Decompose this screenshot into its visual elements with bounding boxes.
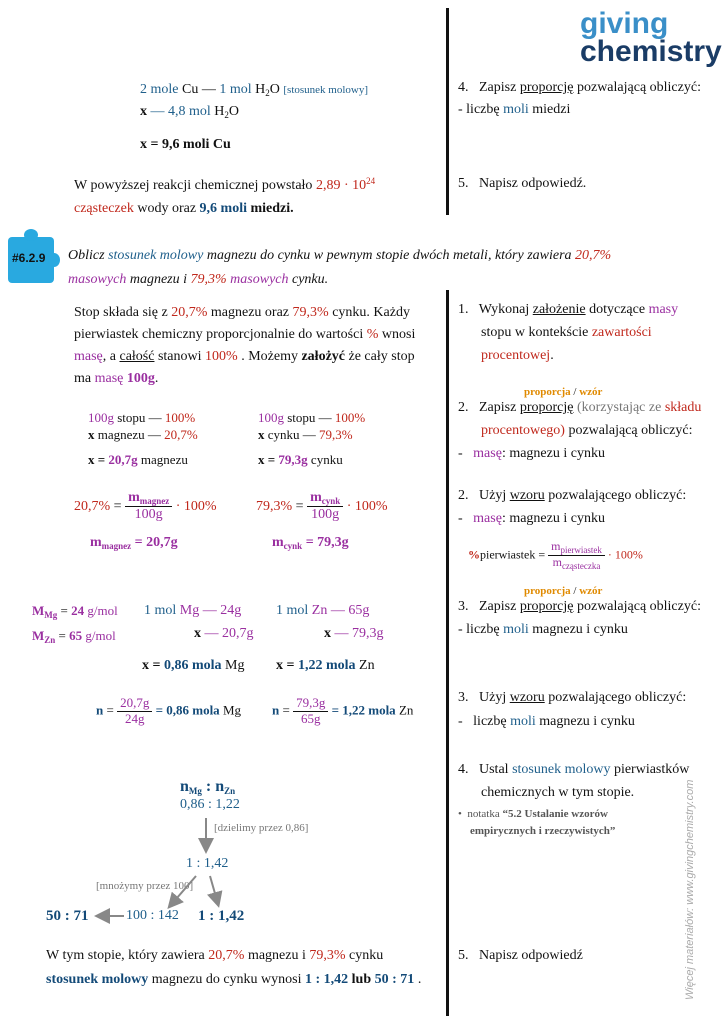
top-step-5: 5. Napisz odpowiedź.: [458, 176, 587, 191]
task-id: #6.2.9: [12, 251, 46, 265]
step-5: 5. Napisz odpowiedź: [458, 948, 583, 963]
mg-mol-line-2: x — 20,7g: [194, 626, 254, 641]
step-4-note-line-2: empirycznych i rzeczywistych”: [470, 825, 616, 837]
step-2b: 2. Użyj wzoru pozwalającego obliczyć:: [458, 488, 687, 503]
watermark: Więcej materiałów: www.givingchemistry.com: [684, 779, 696, 1000]
mg-percent-formula: 20,7% = $\frac{m_{magnez}}{100g}$ · 100%: [74, 490, 217, 523]
arrow-multiply: [170, 876, 196, 906]
molar-mass-mg: $M_{Mg} = 24$ g/mol: [32, 603, 118, 620]
top-result: x = 9,6 moli Cu: [140, 137, 231, 152]
zn-percent-formula: 79,3% = $\frac{m_{cynk}}{100g}$ · 100%: [256, 490, 388, 523]
ratio-times-100: 100 : 142: [126, 908, 179, 923]
step-2-line-2: procentowego) pozwalającą obliczyć:: [481, 423, 693, 438]
step-3b-line-2: - liczbę moli magnezu i cynku: [458, 714, 635, 729]
mg-mass-line-1: 100g stopu — 100%: [88, 410, 196, 425]
logo-line2: chemistry: [580, 35, 722, 68]
step-4-line-2: chemicznych w tym stopie.: [481, 785, 635, 800]
ratio-simplified: 1 : 1,42: [186, 856, 229, 871]
step-3: 3. Zapisz proporcję pozwalającą obliczyć:: [458, 599, 701, 614]
ratio-note-multiply: [mnożymy przez 100]: [96, 880, 194, 892]
step-1-line-2: stopu w kontekście zawartości: [481, 325, 652, 340]
top-step-4-detail: - liczbę moli miedzi: [458, 102, 571, 117]
mg-mass-result: x = 20,7g magnezu: [88, 452, 188, 467]
step-3b: 3. Użyj wzoru pozwalającego obliczyć:: [458, 690, 687, 705]
step-1: 1. Wykonaj założenie dotyczące masy: [458, 302, 679, 317]
zn-mass-result: x = 79,3g cynku: [258, 452, 343, 467]
proportion-line-1: 2 mole Cu — 1 mol $H_2O$ [stosunek molowy]: [140, 82, 369, 98]
intro-line-3: masę, a całość stanowi 100% . Możemy założyć że cały stop: [74, 349, 415, 364]
step-2-tag: proporcja / wzór: [524, 386, 603, 398]
step-2: 2. Zapisz proporcję (korzystając ze składu: [458, 400, 702, 415]
logo-line1: giving: [580, 7, 669, 40]
step-3-tag: proporcja / wzór: [524, 585, 603, 597]
zn-mass-line-2: x cynku — 79,3%: [258, 427, 353, 442]
step-2-line-3: - masę: magnezu i cynku: [458, 446, 605, 461]
zn-mol-line-1: 1 mol Zn — 65g: [276, 603, 370, 618]
top-answer-line-1: W powyższej reakcji chemicznej powstało $2,89 \cdot 10^{24}$: [74, 176, 376, 193]
zn-mass-value: $m_{cynk} = 79,3g$: [272, 535, 349, 551]
mg-n-formula: n = $\frac{20,7g}{24g}$ = 0,86 mola Mg: [96, 695, 241, 726]
intro-line-4: ma masę 100g.: [74, 371, 159, 386]
step-1-line-3: procentowej.: [481, 348, 554, 363]
mg-mol-line-1: 1 mol Mg — 24g: [144, 603, 242, 618]
ratio-final-decimal: 1 : 1,42: [198, 908, 245, 924]
top-step-4: 4. Zapisz proporcję pozwalającą obliczyć:: [458, 80, 701, 95]
mg-mol-result: x = 0,86 mola Mg: [142, 658, 245, 673]
step-2b-line-2: - masę: magnezu i cynku: [458, 511, 605, 526]
step-4-note: • notatka “5.2 Ustalanie wzorów: [458, 808, 608, 820]
top-answer-line-2: cząsteczek wody oraz 9,6 moli miedzi.: [74, 201, 294, 216]
step-3-line-2: - liczbę moli magnezu i cynku: [458, 622, 628, 637]
mg-mass-value: $m_{magnez} = 20,7g$: [90, 535, 178, 551]
final-answer-line-1: W tym stopie, który zawiera 20,7% magnezu i 79,3% cynku: [46, 948, 384, 963]
zn-mol-result: x = 1,22 mola Zn: [276, 658, 375, 673]
ratio-note-divide: [dzielimy przez 0,86]: [214, 822, 309, 834]
step-4: 4. Ustal stosunek molowy pierwiastków: [458, 762, 690, 777]
molar-mass-zn: $M_{Zn} = 65$ g/mol: [32, 628, 116, 645]
percent-formula: %pierwiastek = $\frac{m_{pierwiastek}}{m_{cząsteczka}}$ · 100%: [468, 539, 643, 572]
task-line-1: Oblicz stosunek molowy magnezu do cynku w pewnym stopie dwóch metali, który zawiera 20,7%: [68, 248, 612, 263]
ratio-final-integer: 50 : 71: [46, 908, 89, 924]
zn-mol-line-2: x — 79,3g: [324, 626, 384, 641]
intro-line-2: pierwiastek chemiczny proporcjonalnie do wartości % wnosi: [74, 327, 416, 342]
ratio-raw: 0,86 : 1,22: [180, 797, 240, 812]
intro-line-1: Stop składa się z 20,7% magnezu oraz 79,3% cynku. Każdy: [74, 305, 410, 320]
zn-mass-line-1: 100g stopu — 100%: [258, 410, 366, 425]
final-answer-line-2: stosunek molowy magnezu do cynku wynosi 1 : 1,42 lub 50 : 71 .: [46, 972, 422, 987]
task-line-2: masowych magnezu i 79,3% masowych cynku.: [68, 272, 329, 287]
zn-n-formula: n = $\frac{79,3g}{65g}$ = 1,22 mola Zn: [272, 695, 414, 726]
proportion-line-2: x — 4,8 mol $H_2O$: [140, 104, 240, 120]
arrow-copy: [210, 876, 218, 904]
mg-mass-line-2: x magnezu — 20,7%: [88, 427, 198, 442]
ratio-header: $n_{Mg}$ : $n_{Zn}$: [180, 778, 236, 796]
